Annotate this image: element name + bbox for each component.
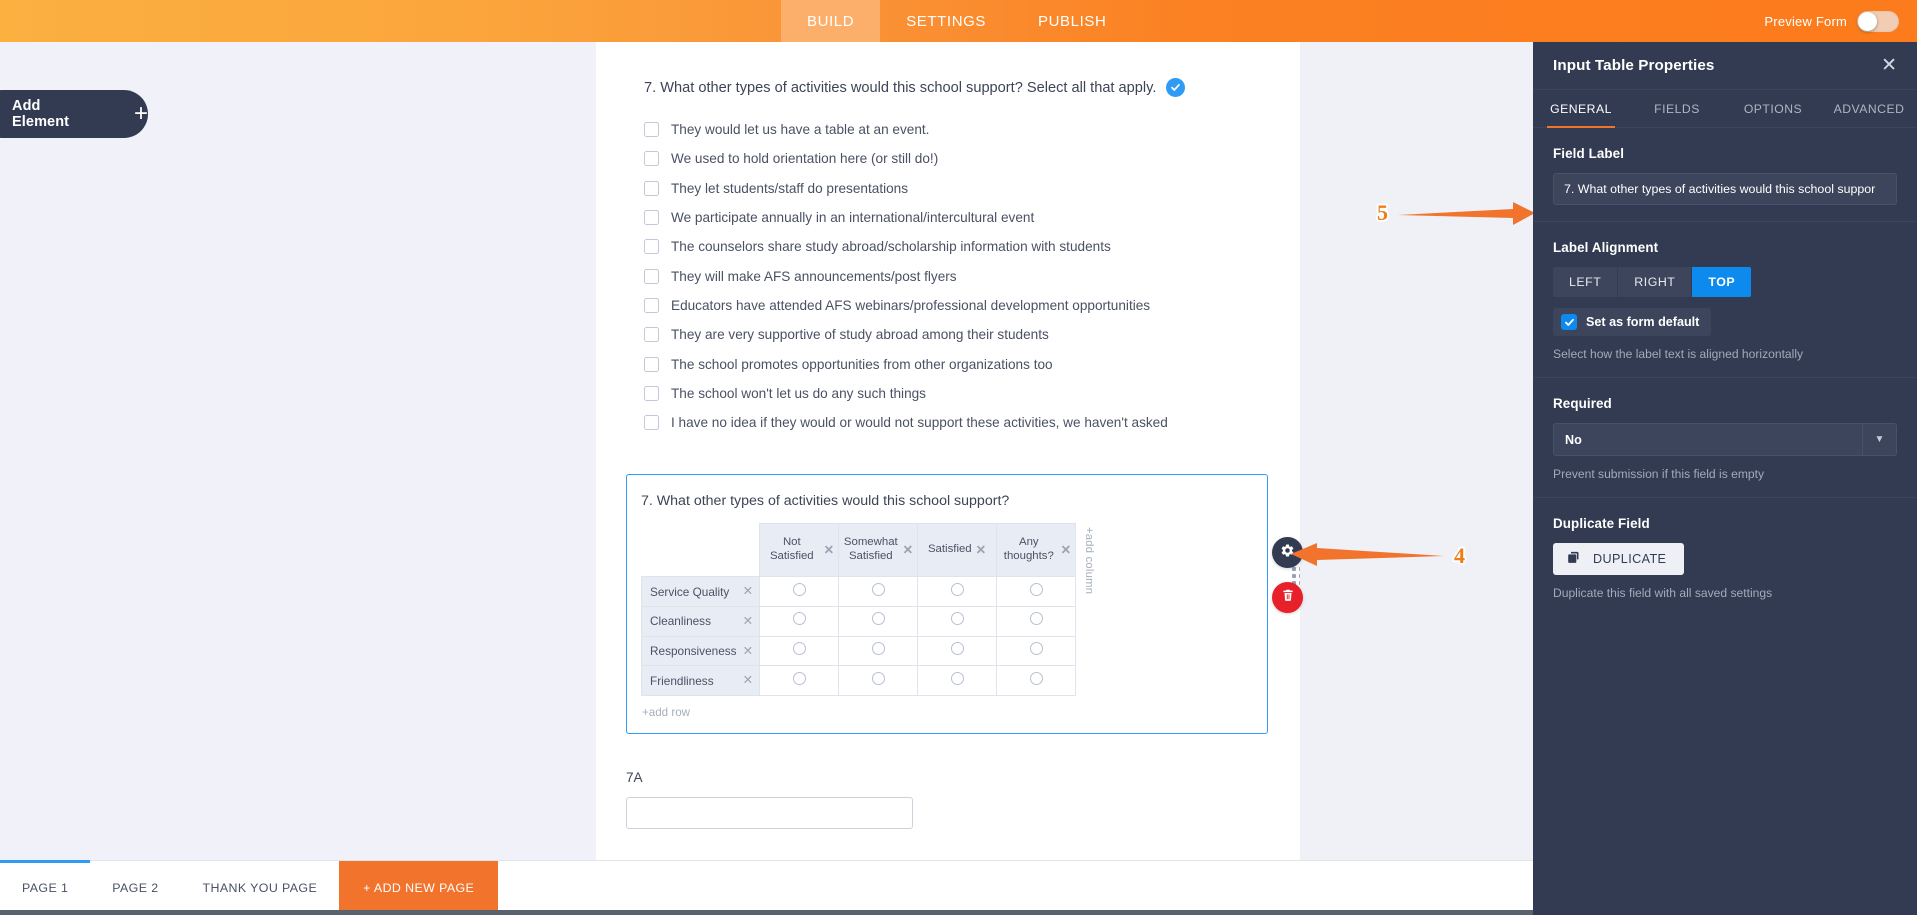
duplicate-button-label: DUPLICATE bbox=[1593, 552, 1667, 566]
checkbox-option[interactable] bbox=[644, 320, 1272, 349]
field-7a-label: 7A bbox=[626, 770, 643, 786]
table-row-header[interactable] bbox=[642, 636, 760, 666]
checkbox-icon[interactable] bbox=[644, 327, 659, 342]
add-column-button[interactable]: +add column bbox=[1083, 527, 1096, 595]
checkbox-icon[interactable] bbox=[644, 357, 659, 372]
checkbox-option-label: The counselors share study abroad/scholarship information with students bbox=[671, 239, 1111, 255]
radio-icon[interactable] bbox=[1030, 583, 1043, 596]
duplicate-field-hint: Duplicate this field with all saved settings bbox=[1553, 586, 1773, 600]
required-section bbox=[1533, 378, 1917, 498]
page-tab-page-1[interactable] bbox=[0, 861, 90, 915]
bottom-bar-shadow bbox=[0, 910, 1533, 915]
table-cell[interactable] bbox=[997, 666, 1076, 696]
table-cell[interactable] bbox=[997, 636, 1076, 666]
table-cell[interactable] bbox=[918, 606, 997, 636]
remove-row-icon[interactable]: ✕ bbox=[742, 614, 754, 629]
radio-icon[interactable] bbox=[793, 612, 806, 625]
annotation-arrow-5 bbox=[1398, 202, 1535, 225]
gear-icon bbox=[1280, 543, 1295, 563]
radio-icon[interactable] bbox=[1030, 642, 1043, 655]
page-tab-thank-you-page-label: THANK YOU PAGE bbox=[202, 881, 318, 895]
checkbox-option[interactable] bbox=[644, 232, 1272, 261]
trash-icon bbox=[1281, 588, 1295, 607]
tab-advanced-label: ADVANCED bbox=[1833, 101, 1905, 116]
table-row-header[interactable] bbox=[642, 666, 760, 696]
radio-icon[interactable] bbox=[951, 612, 964, 625]
table-cell[interactable] bbox=[839, 666, 918, 696]
table-cell[interactable] bbox=[760, 577, 839, 607]
checkbox-option[interactable] bbox=[644, 349, 1272, 378]
checkbox-icon[interactable] bbox=[644, 386, 659, 401]
remove-column-icon[interactable]: ✕ bbox=[902, 543, 914, 558]
checkbox-option-label: They would let us have a table at an event. bbox=[671, 122, 930, 138]
table-cell[interactable] bbox=[839, 636, 918, 666]
plus-icon: + bbox=[133, 100, 148, 127]
tab-advanced[interactable] bbox=[1821, 90, 1917, 127]
field-7a bbox=[626, 770, 1272, 829]
field-label-input[interactable]: 7. What other types of activities would this school suppor bbox=[1553, 173, 1897, 205]
properties-panel-header bbox=[1533, 42, 1917, 90]
annotation-arrow-4 bbox=[1291, 543, 1444, 566]
checkbox-option-label: They will make AFS announcements/post flyers bbox=[671, 268, 957, 284]
table-column-header[interactable] bbox=[997, 524, 1076, 577]
required-hint: Prevent submission if this field is empty bbox=[1553, 467, 1765, 481]
tab-general[interactable] bbox=[1533, 90, 1629, 127]
label-alignment-hint: Select how the label text is aligned horizontally bbox=[1553, 347, 1804, 361]
duplicate-field-title: Duplicate Field bbox=[1553, 516, 1650, 531]
chevron-down-icon: ▼ bbox=[1862, 424, 1896, 455]
checkbox-icon[interactable] bbox=[644, 415, 659, 430]
tab-options[interactable] bbox=[1725, 90, 1821, 127]
add-new-page-label: + ADD NEW PAGE bbox=[363, 881, 475, 895]
remove-column-icon[interactable]: ✕ bbox=[975, 543, 987, 558]
radio-icon[interactable] bbox=[872, 642, 885, 655]
checkbox-option[interactable] bbox=[644, 261, 1272, 290]
radio-icon[interactable] bbox=[793, 672, 806, 685]
radio-icon[interactable] bbox=[951, 672, 964, 685]
add-element-button[interactable] bbox=[0, 90, 148, 138]
delete-field-button[interactable] bbox=[1272, 582, 1303, 613]
duplicate-field-section bbox=[1533, 498, 1917, 616]
page-tab-page-2-label: PAGE 2 bbox=[112, 881, 159, 895]
tab-general-label: GENERAL bbox=[1550, 101, 1612, 116]
left-rail bbox=[0, 42, 596, 860]
checkmark-icon bbox=[1166, 78, 1185, 97]
checkbox-option[interactable] bbox=[644, 291, 1272, 320]
checkbox-option-label: We participate annually in an international/intercultural event bbox=[671, 210, 1035, 226]
checkbox-option-list bbox=[644, 115, 1272, 437]
table-row-header[interactable] bbox=[642, 606, 760, 636]
gear-settings-button[interactable] bbox=[1272, 537, 1303, 568]
checkbox-icon[interactable] bbox=[644, 269, 659, 284]
checkbox-checked-icon[interactable] bbox=[1561, 314, 1577, 330]
topbar-spacer bbox=[0, 0, 781, 42]
table-cell[interactable] bbox=[997, 606, 1076, 636]
remove-row-icon[interactable]: ✕ bbox=[742, 584, 754, 599]
table-cell[interactable] bbox=[760, 666, 839, 696]
checkbox-option-label: Educators have attended AFS webinars/professional development opportunities bbox=[671, 297, 1151, 313]
table-cell[interactable] bbox=[760, 606, 839, 636]
remove-row-icon[interactable]: ✕ bbox=[742, 643, 754, 658]
checkbox-option-label: We used to hold orientation here (or still do!) bbox=[671, 151, 939, 167]
radio-icon[interactable] bbox=[951, 642, 964, 655]
checkbox-icon[interactable] bbox=[644, 210, 659, 225]
column-header-label: Any thoughts? bbox=[1003, 536, 1054, 563]
table-corner-cell bbox=[642, 524, 760, 577]
checkbox-option[interactable] bbox=[644, 144, 1272, 173]
input-table-widget[interactable] bbox=[626, 474, 1268, 734]
row-header-label: Responsiveness bbox=[650, 643, 737, 658]
table-cell[interactable] bbox=[918, 636, 997, 666]
properties-panel bbox=[1533, 42, 1917, 915]
tab-publish-label: PUBLISH bbox=[1038, 12, 1107, 30]
radio-icon[interactable] bbox=[793, 642, 806, 655]
top-navigation-bar bbox=[0, 0, 1917, 42]
align-top-label: TOP bbox=[1708, 275, 1736, 289]
remove-row-icon[interactable]: ✕ bbox=[742, 673, 754, 688]
preview-form-area bbox=[1764, 0, 1917, 42]
checkbox-option[interactable] bbox=[644, 115, 1272, 144]
table-cell[interactable] bbox=[997, 577, 1076, 607]
tab-build-label: BUILD bbox=[807, 12, 855, 30]
table-row bbox=[642, 666, 1076, 696]
duplicate-button[interactable] bbox=[1553, 543, 1684, 575]
checkbox-option[interactable] bbox=[644, 203, 1272, 232]
set-as-form-default-checkbox-row[interactable] bbox=[1553, 308, 1711, 336]
align-top-button[interactable] bbox=[1692, 267, 1751, 297]
remove-column-icon[interactable]: ✕ bbox=[1060, 543, 1072, 558]
tab-build[interactable] bbox=[781, 0, 880, 42]
table-column-header[interactable] bbox=[760, 524, 839, 577]
checkbox-option[interactable] bbox=[644, 408, 1272, 437]
radio-icon[interactable] bbox=[1030, 612, 1043, 625]
table-row bbox=[642, 636, 1076, 666]
checkbox-option-label: They let students/staff do presentations bbox=[671, 180, 909, 196]
radio-icon[interactable] bbox=[793, 583, 806, 596]
tab-settings-label: SETTINGS bbox=[906, 12, 986, 30]
radio-icon[interactable] bbox=[951, 583, 964, 596]
table-row-header[interactable] bbox=[642, 577, 760, 607]
table-row bbox=[642, 577, 1076, 607]
required-select[interactable] bbox=[1553, 423, 1897, 456]
column-header-label: Not Satisfied bbox=[769, 536, 814, 563]
required-title: Required bbox=[1553, 396, 1612, 411]
row-header-label: Friendliness bbox=[650, 673, 714, 688]
toggle-knob bbox=[1858, 12, 1877, 31]
page-tab-thank-you-page[interactable] bbox=[181, 861, 340, 915]
radio-icon[interactable] bbox=[872, 583, 885, 596]
table-header-row bbox=[642, 524, 1076, 577]
page-tab-page-1-label: PAGE 1 bbox=[22, 881, 69, 895]
input-table-title: 7. What other types of activities would this school support? bbox=[641, 493, 1010, 510]
properties-tabs bbox=[1533, 90, 1917, 128]
align-left-label: LEFT bbox=[1569, 275, 1602, 289]
input-table bbox=[641, 523, 1076, 696]
add-element-label: Add Element bbox=[12, 98, 70, 130]
align-right-button[interactable] bbox=[1618, 267, 1692, 297]
table-cell[interactable] bbox=[839, 577, 918, 607]
field-label-section bbox=[1533, 128, 1917, 222]
question-7-text: 7. What other types of activities would this school support? Select all that apply. bbox=[644, 79, 1157, 96]
copy-icon bbox=[1566, 550, 1581, 568]
checkbox-icon[interactable] bbox=[644, 181, 659, 196]
label-alignment-section bbox=[1533, 222, 1917, 378]
tab-publish[interactable] bbox=[1012, 0, 1132, 42]
tab-fields-label: FIELDS bbox=[1654, 101, 1700, 116]
table-cell[interactable] bbox=[918, 577, 997, 607]
annotation-number-4: 4 bbox=[1454, 543, 1465, 568]
row-header-label: Cleanliness bbox=[650, 614, 711, 629]
radio-icon[interactable] bbox=[872, 612, 885, 625]
annotation-number-5: 5 bbox=[1377, 200, 1388, 225]
tab-fields[interactable] bbox=[1629, 90, 1725, 127]
label-alignment-title: Label Alignment bbox=[1553, 240, 1659, 255]
checkbox-icon[interactable] bbox=[644, 239, 659, 254]
align-left-button[interactable] bbox=[1553, 267, 1618, 297]
label-alignment-segmented-control bbox=[1553, 267, 1897, 297]
tab-settings[interactable] bbox=[880, 0, 1012, 42]
column-header-label: Somewhat Satisfied bbox=[843, 536, 898, 563]
radio-icon[interactable] bbox=[872, 672, 885, 685]
properties-panel-title: Input Table Properties bbox=[1553, 57, 1715, 74]
add-row-button[interactable]: +add row bbox=[642, 706, 691, 720]
add-new-page-button[interactable] bbox=[339, 861, 498, 915]
column-header-label: Satisfied bbox=[927, 543, 972, 556]
checkbox-icon[interactable] bbox=[644, 122, 659, 137]
align-right-label: RIGHT bbox=[1634, 275, 1676, 289]
table-column-header[interactable] bbox=[839, 524, 918, 577]
radio-icon[interactable] bbox=[1030, 672, 1043, 685]
checkbox-option[interactable] bbox=[644, 174, 1272, 203]
input-table-wrapper bbox=[641, 523, 1253, 696]
tab-options-label: OPTIONS bbox=[1743, 101, 1803, 116]
preview-form-label: Preview Form bbox=[1764, 13, 1847, 29]
checkbox-option-label: I have no idea if they would or would not support these activities, we haven't asked bbox=[671, 415, 1168, 431]
field-7a-input[interactable] bbox=[626, 797, 913, 829]
checkbox-icon[interactable] bbox=[644, 298, 659, 313]
checkbox-icon[interactable] bbox=[644, 151, 659, 166]
set-as-form-default-label: Set as form default bbox=[1586, 315, 1700, 329]
page-tabs-bar bbox=[0, 860, 1533, 915]
remove-column-icon[interactable]: ✕ bbox=[823, 543, 835, 558]
table-row bbox=[642, 606, 1076, 636]
checkbox-option-label: The school won't let us do any such things bbox=[671, 385, 926, 401]
table-cell[interactable] bbox=[760, 636, 839, 666]
field-label-title: Field Label bbox=[1553, 146, 1625, 161]
page-tab-page-2[interactable] bbox=[90, 861, 180, 915]
required-select-value: No bbox=[1565, 432, 1582, 447]
close-icon[interactable]: ✕ bbox=[1881, 55, 1897, 76]
preview-form-toggle[interactable] bbox=[1857, 11, 1899, 32]
checkbox-option[interactable] bbox=[644, 379, 1272, 408]
table-cell[interactable] bbox=[918, 666, 997, 696]
table-cell[interactable] bbox=[839, 606, 918, 636]
question-7-title bbox=[644, 78, 1272, 97]
checkbox-option-label: The school promotes opportunities from other organizations too bbox=[671, 356, 1053, 372]
checkbox-option-label: They are very supportive of study abroad among their students bbox=[671, 327, 1049, 343]
row-header-label: Service Quality bbox=[650, 584, 730, 599]
form-canvas bbox=[596, 42, 1300, 860]
table-column-header[interactable] bbox=[918, 524, 997, 577]
